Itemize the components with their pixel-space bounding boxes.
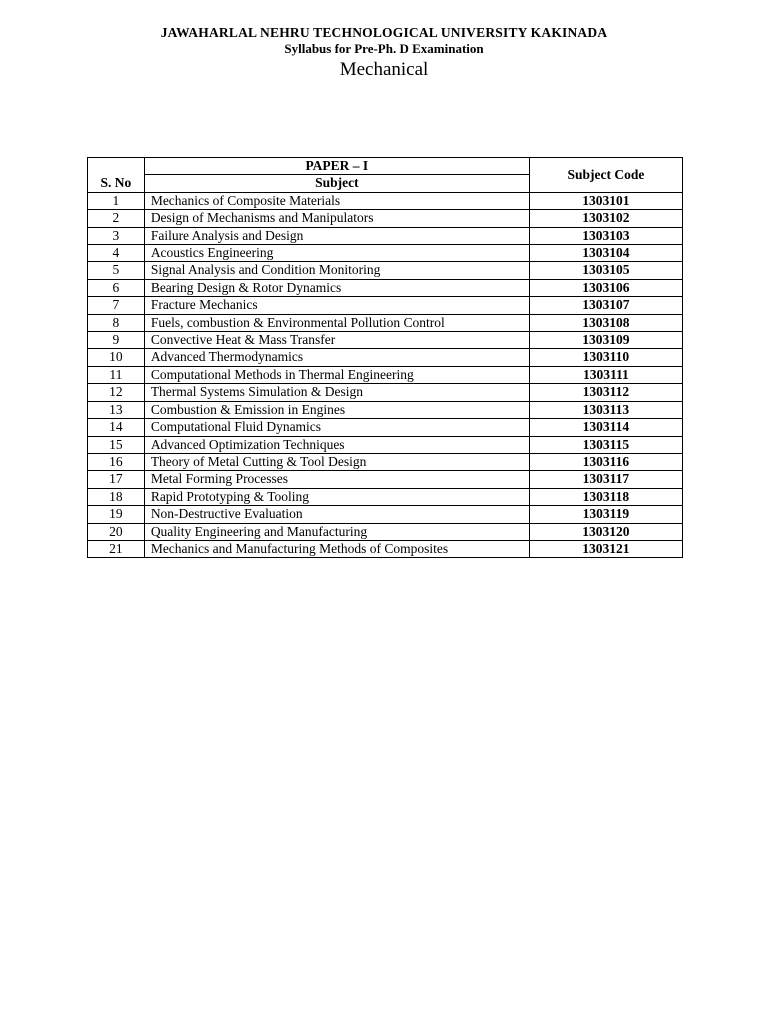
subject-code: 1303102 [529,210,682,227]
table-row [88,349,683,366]
subject-code: 1303108 [529,314,682,331]
subject-code-header: Subject Code [529,158,682,193]
subject-name: Quality Engineering and Manufacturing [144,523,529,540]
subject-code: 1303121 [529,540,682,557]
serial-number: 12 [88,384,145,401]
table-row [88,314,683,331]
syllabus-table [87,157,683,558]
subject-code: 1303114 [529,419,682,436]
subject-code: 1303116 [529,453,682,470]
subject-name: Acoustics Engineering [144,245,529,262]
serial-number: 8 [88,314,145,331]
subject-name: Fracture Mechanics [144,297,529,314]
table-row [88,245,683,262]
table-row [88,332,683,349]
serial-number: 16 [88,453,145,470]
subject-code: 1303113 [529,401,682,418]
table-row [88,297,683,314]
table-row [88,471,683,488]
table-row [88,506,683,523]
subject-code: 1303106 [529,279,682,296]
subject-name: Computational Methods in Thermal Engineering [144,366,529,383]
serial-number: 2 [88,210,145,227]
subject-name: Fuels, combustion & Environmental Pollution Control [144,314,529,331]
subject-name: Failure Analysis and Design [144,227,529,244]
table-body [88,192,683,558]
sno-header-cell: S. No [88,158,145,193]
subject-code: 1303107 [529,297,682,314]
subject-name: Combustion & Emission in Engines [144,401,529,418]
subject-code: 1303119 [529,506,682,523]
table-row [88,279,683,296]
table-row [88,384,683,401]
subject-name: Signal Analysis and Condition Monitoring [144,262,529,279]
subject-name: Mechanics of Composite Materials [144,192,529,209]
serial-number: 15 [88,436,145,453]
syllabus-title: Syllabus for Pre-Ph. D Examination [284,41,484,56]
subject-name: Rapid Prototyping & Tooling [144,488,529,505]
subject-code: 1303101 [529,192,682,209]
serial-number: 7 [88,297,145,314]
table-row [88,436,683,453]
subject-name: Design of Mechanisms and Manipulators [144,210,529,227]
serial-number: 14 [88,419,145,436]
table-row [88,523,683,540]
table-row [88,210,683,227]
subject-name: Theory of Metal Cutting & Tool Design [144,453,529,470]
serial-number: 20 [88,523,145,540]
document-header [0,24,768,82]
table-row [88,488,683,505]
serial-number: 17 [88,471,145,488]
table-row [88,227,683,244]
subject-code: 1303117 [529,471,682,488]
serial-number: 21 [88,540,145,557]
serial-number: 9 [88,332,145,349]
department-title: Mechanical [339,59,429,80]
serial-number: 13 [88,401,145,418]
subject-code: 1303118 [529,488,682,505]
serial-number: 3 [88,227,145,244]
subject-code: 1303112 [529,384,682,401]
subject-code: 1303103 [529,227,682,244]
table-row [88,419,683,436]
subject-name: Metal Forming Processes [144,471,529,488]
subject-name: Mechanics and Manufacturing Methods of Composites [144,540,529,557]
subject-name: Computational Fluid Dynamics [144,419,529,436]
table-row [88,453,683,470]
table-row [88,401,683,418]
subject-code: 1303111 [529,366,682,383]
serial-number: 4 [88,245,145,262]
table-row [88,262,683,279]
table-row [88,192,683,209]
subject-name: Advanced Optimization Techniques [144,436,529,453]
serial-number: 1 [88,192,145,209]
paper-label: PAPER – I [144,158,529,175]
subject-code: 1303109 [529,332,682,349]
subject-code: 1303110 [529,349,682,366]
serial-number: 19 [88,506,145,523]
table-row [88,366,683,383]
subject-name: Non-Destructive Evaluation [144,506,529,523]
subject-code: 1303120 [529,523,682,540]
serial-number: 10 [88,349,145,366]
serial-number: 18 [88,488,145,505]
serial-number: 6 [88,279,145,296]
serial-number: 5 [88,262,145,279]
subject-name: Bearing Design & Rotor Dynamics [144,279,529,296]
subject-name: Advanced Thermodynamics [144,349,529,366]
subject-code: 1303105 [529,262,682,279]
subject-code: 1303115 [529,436,682,453]
subject-name: Convective Heat & Mass Transfer [144,332,529,349]
university-name: JAWAHARLAL NEHRU TECHNOLOGICAL UNIVERSITY KAKINADA [160,25,608,40]
subject-code: 1303104 [529,245,682,262]
subject-header: Subject [144,175,529,192]
table-row [88,540,683,557]
serial-number: 11 [88,366,145,383]
subject-name: Thermal Systems Simulation & Design [144,384,529,401]
